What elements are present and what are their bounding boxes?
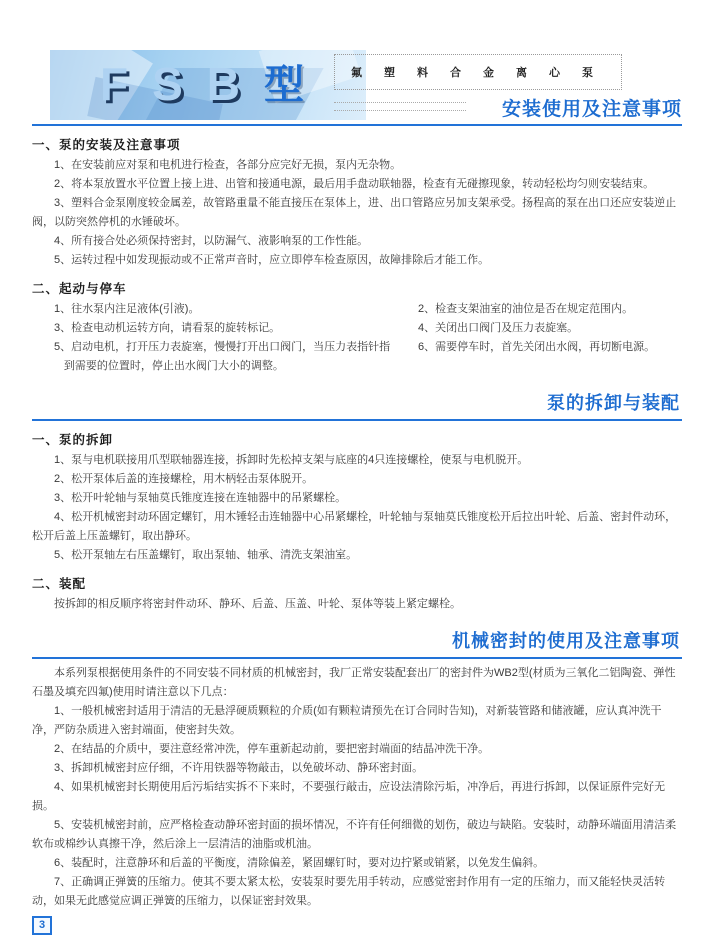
brand-logo — [100, 54, 304, 116]
section-heading-disassembly: 一、泵的拆卸 — [32, 433, 114, 447]
section-heading-startstop: 二、起动与停车 — [32, 282, 127, 296]
list-item: 5、运转过程中如发现振动或不正常声音时，应立即停车检查原因，故障排除后才能工作。 — [54, 254, 490, 266]
list-item: 3、拆卸机械密封应仔细，不许用铁器等物敲击，以免破坏动、静环密封面。 — [54, 762, 424, 774]
list-item: 6、装配时，注意静环和后盖的平衡度，清除偏差，紧固螺钉时，要对边拧紧或销紧，以免发生偏斜。 — [54, 857, 545, 869]
list-item: 1、在安装前应对泵和电机进行检查，各部分应完好无损，泵内无杂物。 — [54, 159, 402, 171]
assembly-body: 按拆卸的相反顺序将密封件动环、静环、后盖、压盖、叶轮、泵体等装上紧定螺栓。 — [54, 598, 461, 610]
list-item: 4、关闭出口阀门及压力表旋塞。 — [418, 322, 579, 334]
page-number-badge: 3 — [32, 916, 52, 935]
page-section-title-seal: 机械密封的使用及注意事项 — [32, 627, 682, 659]
page-section-title-disassembly: 泵的拆卸与装配 — [32, 389, 682, 421]
disassembly-items — [32, 451, 682, 565]
list-item: 3、松开叶轮轴与泵轴莫氏锥度连接在连轴器中的吊紧螺栓。 — [54, 492, 347, 504]
section-heading-install: 一、泵的安装及注意事项 — [32, 138, 181, 152]
list-item: 2、在结晶的介质中，要注意经常冲洗，停车重新起动前，要把密封端面的结晶冲洗干净。 — [54, 743, 490, 755]
product-name-box — [334, 54, 622, 90]
startstop-items — [32, 300, 682, 376]
list-item: 2、检查支架油室的油位是否在规定范围内。 — [418, 303, 634, 315]
list-item: 4、松开机械密封动环固定螺钉，用木锤轻击连轴器中心吊紧螺栓，叶轮轴与泵轴莫氏锥度松开后拉出叶轮、后盖、密封件动环，松开后盖上压盖螺钉，取出静环。 — [32, 511, 677, 542]
list-item: 4、如果机械密封长期使用后污垢结实拆不下来时，不要强行敲击，应设法清除污垢，冲净后，再进行拆卸，以保证原件完好无损。 — [32, 781, 666, 812]
seal-items — [32, 702, 682, 911]
list-item: 5、安装机械密封前，应严格检查动静环密封面的损坏情况，不许有任何细微的划伤，破边与缺陷。安装时，动静环端面用清洁柔软布或棉纱认真擦干净，然后涂上一层清洁的油脂或机油。 — [32, 819, 677, 850]
list-item: 1、泵与电机联接用爪型联轴器连接，拆卸时先松掉支架与底座的4只连接螺栓，使泵与电机脱开。 — [54, 454, 529, 466]
list-item: 2、松开泵体后盖的连接螺栓，用木柄轻击泵体脱开。 — [54, 473, 314, 485]
dotted-divider — [334, 102, 466, 111]
list-item: 3、塑料合金泵刚度较金属差，故管路重量不能直接压在泵体上，进、出口管路应另加支架承受。扬程高的泵在出口还应安装逆止阀，以防突然停机的水锤破坏。 — [32, 197, 677, 228]
list-item: 5、启动电机，打开压力表旋塞，慢慢打开出口阀门，当压力表指针指到需要的位置时，停止出水阀门大小的调整。 — [54, 341, 391, 372]
install-items — [32, 156, 682, 270]
product-name: 氟塑料合金离心泵 — [351, 67, 615, 79]
list-item: 3、检查电动机运转方向，请看泵的旋转标记。 — [54, 322, 281, 334]
list-item: 1、一般机械密封适用于清洁的无悬浮硬质颗粒的介质(如有颗粒请预先在订合同时告知)，对新装管路和储液罐，应认真冲洗干净，严防杂质进入密封端面，使密封失效。 — [32, 705, 662, 736]
list-item: 2、将本泵放置水平位置上接上进、出管和接通电源，最后用手盘动联轴器，检查有无碰擦现象，转动轻松均匀则安装结束。 — [54, 178, 655, 190]
startstop-right-column — [396, 300, 682, 376]
list-item: 7、正确调正弹簧的压缩力。使其不要太紧太松，安装泵时要先用手转动，应感觉密封作用有一定的压缩力，而又能轻快灵活转动，如果无此感觉应调正弹簧的压缩力，以保证密封效果。 — [32, 876, 666, 907]
page-section-title: 安装使用及注意事项 — [501, 99, 682, 120]
brand-logo-type: 型 — [264, 63, 304, 107]
list-item: 6、需要停车时，首先关闭出水阀，再切断电源。 — [418, 341, 656, 353]
list-item: 1、往水泵内注足液体(引液)。 — [54, 303, 200, 315]
startstop-left-column — [32, 300, 396, 376]
page-header — [32, 50, 682, 126]
list-item: 4、所有接合处必须保持密封，以防漏气、液影响泵的工作性能。 — [54, 235, 369, 247]
list-item: 5、松开泵轴左右压盖螺钉，取出泵轴、轴承、清洗支架油室。 — [54, 549, 358, 561]
brand-logo-text: FSB — [100, 58, 264, 110]
section-heading-assembly: 二、装配 — [32, 577, 87, 591]
seal-intro: 本系列泵根据使用条件的不同安装不同材质的机械密封，我厂正常安装配套出厂的密封件为WB2型(材质为三氧化二铝陶瓷、弹性石墨及填充四氟)使用时请注意以下几点： — [32, 667, 676, 698]
